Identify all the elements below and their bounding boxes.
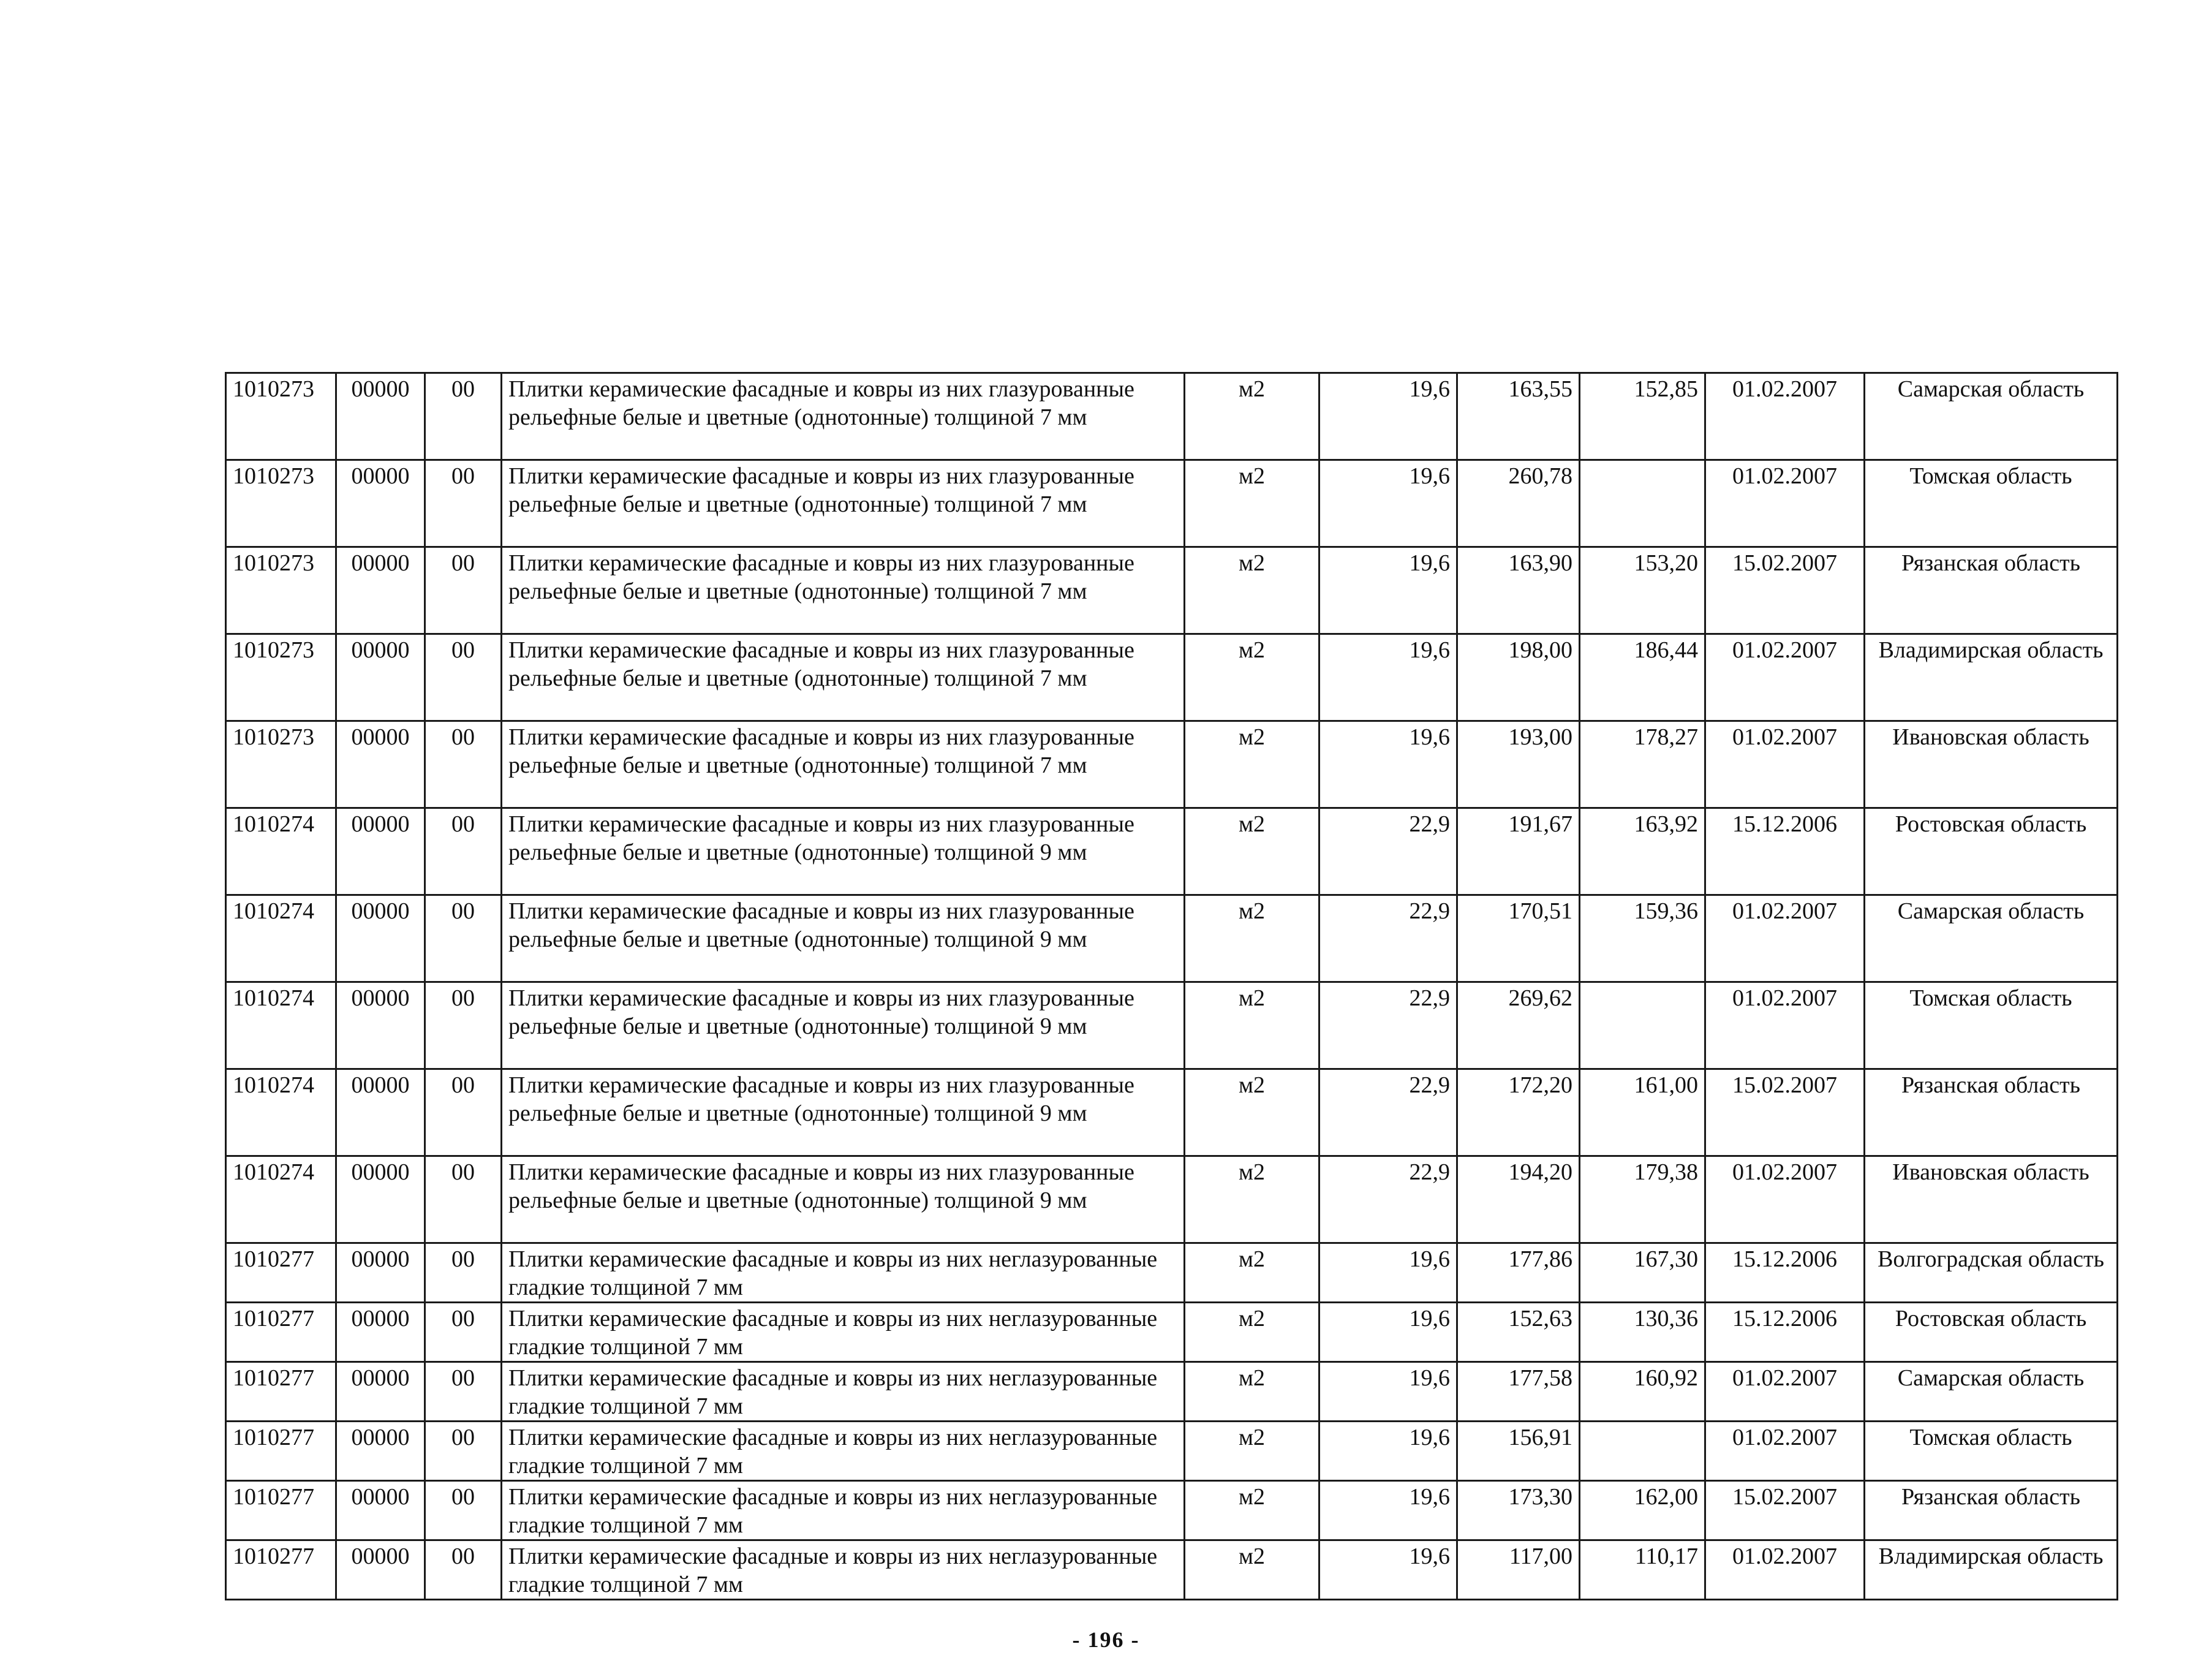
table-row [226,1069,2118,1156]
item-price-2: 186,44 [1580,634,1705,721]
item-unit: м2 [1185,634,1319,721]
item-price-2: 167,30 [1580,1243,1705,1303]
item-unit: м2 [1185,460,1319,547]
item-date: 01.02.2007 [1705,460,1865,547]
item-subcode: 00000 [336,373,425,460]
item-code: 1010277 [226,1243,336,1303]
item-suffix: 00 [425,808,502,895]
item-subcode: 00000 [336,1481,425,1540]
item-suffix: 00 [425,1303,502,1362]
item-unit: м2 [1185,721,1319,808]
item-description: Плитки керамические фасадные и ковры из них глазурованные рельефные белые и цветные (однотонные) толщиной 7 мм [502,721,1185,808]
item-weight: 19,6 [1319,1540,1457,1600]
item-region: Самарская область [1865,895,2118,982]
item-suffix: 00 [425,1422,502,1481]
item-weight: 22,9 [1319,895,1457,982]
table-row [226,1156,2118,1243]
item-price-1: 152,63 [1457,1303,1580,1362]
item-unit: м2 [1185,982,1319,1069]
table-row [226,460,2118,547]
item-weight: 19,6 [1319,634,1457,721]
item-suffix: 00 [425,1481,502,1540]
table-row [226,373,2118,460]
item-date: 01.02.2007 [1705,895,1865,982]
item-suffix: 00 [425,373,502,460]
item-description: Плитки керамические фасадные и ковры из них глазурованные рельефные белые и цветные (однотонные) толщиной 9 мм [502,1156,1185,1243]
item-description: Плитки керамические фасадные и ковры из них неглазурованные гладкие толщиной 7 мм [502,1422,1185,1481]
item-date: 15.02.2007 [1705,1069,1865,1156]
table-row [226,982,2118,1069]
table-row [226,634,2118,721]
item-description: Плитки керамические фасадные и ковры из них глазурованные рельефные белые и цветные (однотонные) толщиной 9 мм [502,982,1185,1069]
item-date: 01.02.2007 [1705,982,1865,1069]
item-subcode: 00000 [336,982,425,1069]
item-price-2: 160,92 [1580,1362,1705,1422]
item-code: 1010273 [226,634,336,721]
item-subcode: 00000 [336,1069,425,1156]
item-description: Плитки керамические фасадные и ковры из них глазурованные рельефные белые и цветные (однотонные) толщиной 7 мм [502,460,1185,547]
page-number: - 196 - [1072,1627,1140,1652]
item-price-2: 163,92 [1580,808,1705,895]
item-date: 15.12.2006 [1705,1243,1865,1303]
item-subcode: 00000 [336,1243,425,1303]
item-date: 01.02.2007 [1705,1540,1865,1600]
item-subcode: 00000 [336,1156,425,1243]
item-description: Плитки керамические фасадные и ковры из них глазурованные рельефные белые и цветные (однотонные) толщиной 7 мм [502,634,1185,721]
table-row [226,547,2118,634]
item-description: Плитки керамические фасадные и ковры из них неглазурованные гладкие толщиной 7 мм [502,1540,1185,1600]
item-date: 01.02.2007 [1705,1156,1865,1243]
item-code: 1010277 [226,1422,336,1481]
item-subcode: 00000 [336,547,425,634]
item-price-2: 130,36 [1580,1303,1705,1362]
item-suffix: 00 [425,460,502,547]
item-description: Плитки керамические фасадные и ковры из них глазурованные рельефные белые и цветные (однотонные) толщиной 7 мм [502,547,1185,634]
item-region: Рязанская область [1865,1069,2118,1156]
item-unit: м2 [1185,1069,1319,1156]
item-date: 01.02.2007 [1705,721,1865,808]
item-price-2: 153,20 [1580,547,1705,634]
item-price-1: 269,62 [1457,982,1580,1069]
item-description: Плитки керамические фасадные и ковры из них глазурованные рельефные белые и цветные (однотонные) толщиной 9 мм [502,1069,1185,1156]
item-unit: м2 [1185,1540,1319,1600]
item-unit: м2 [1185,1481,1319,1540]
table-row [226,721,2118,808]
item-price-1: 260,78 [1457,460,1580,547]
item-suffix: 00 [425,1156,502,1243]
item-price-1: 117,00 [1457,1540,1580,1600]
item-price-1: 177,58 [1457,1362,1580,1422]
item-code: 1010274 [226,895,336,982]
table-body [226,373,2118,1600]
item-code: 1010274 [226,808,336,895]
item-unit: м2 [1185,1303,1319,1362]
table-row [226,1481,2118,1540]
item-description: Плитки керамические фасадные и ковры из них глазурованные рельефные белые и цветные (однотонные) толщиной 9 мм [502,808,1185,895]
table-row [226,1362,2118,1422]
table-row [226,1422,2118,1481]
item-date: 01.02.2007 [1705,634,1865,721]
item-unit: м2 [1185,373,1319,460]
item-code: 1010273 [226,373,336,460]
item-suffix: 00 [425,1362,502,1422]
item-price-1: 156,91 [1457,1422,1580,1481]
item-region: Волгоградская область [1865,1243,2118,1303]
item-weight: 22,9 [1319,808,1457,895]
item-price-1: 172,20 [1457,1069,1580,1156]
item-suffix: 00 [425,1069,502,1156]
item-price-2 [1580,982,1705,1069]
item-suffix: 00 [425,895,502,982]
item-weight: 19,6 [1319,547,1457,634]
item-price-1: 173,30 [1457,1481,1580,1540]
item-description: Плитки керамические фасадные и ковры из них неглазурованные гладкие толщиной 7 мм [502,1243,1185,1303]
item-code: 1010273 [226,547,336,634]
item-suffix: 00 [425,634,502,721]
item-region: Ростовская область [1865,1303,2118,1362]
item-unit: м2 [1185,808,1319,895]
item-code: 1010277 [226,1540,336,1600]
item-unit: м2 [1185,547,1319,634]
item-region: Ивановская область [1865,1156,2118,1243]
item-weight: 19,6 [1319,721,1457,808]
item-price-2 [1580,460,1705,547]
item-price-1: 177,86 [1457,1243,1580,1303]
item-region: Владимирская область [1865,634,2118,721]
item-region: Томская область [1865,460,2118,547]
item-region: Томская область [1865,1422,2118,1481]
item-suffix: 00 [425,721,502,808]
item-subcode: 00000 [336,1303,425,1362]
table-row [226,1303,2118,1362]
item-unit: м2 [1185,895,1319,982]
item-subcode: 00000 [336,721,425,808]
item-price-2: 178,27 [1580,721,1705,808]
table-row [226,1243,2118,1303]
item-unit: м2 [1185,1243,1319,1303]
item-code: 1010277 [226,1481,336,1540]
item-suffix: 00 [425,1540,502,1600]
item-region: Томская область [1865,982,2118,1069]
item-subcode: 00000 [336,1540,425,1600]
item-weight: 22,9 [1319,1156,1457,1243]
item-price-1: 163,90 [1457,547,1580,634]
item-region: Ивановская область [1865,721,2118,808]
item-unit: м2 [1185,1156,1319,1243]
item-weight: 22,9 [1319,982,1457,1069]
item-region: Рязанская область [1865,547,2118,634]
item-date: 15.02.2007 [1705,1481,1865,1540]
item-weight: 19,6 [1319,1362,1457,1422]
item-code: 1010274 [226,1069,336,1156]
item-subcode: 00000 [336,1362,425,1422]
item-unit: м2 [1185,1362,1319,1422]
item-weight: 19,6 [1319,373,1457,460]
item-code: 1010277 [226,1362,336,1422]
item-region: Самарская область [1865,373,2118,460]
item-date: 15.02.2007 [1705,547,1865,634]
table-row [226,808,2118,895]
item-price-1: 170,51 [1457,895,1580,982]
item-subcode: 00000 [336,895,425,982]
item-description: Плитки керамические фасадные и ковры из них глазурованные рельефные белые и цветные (однотонные) толщиной 9 мм [502,895,1185,982]
item-price-1: 193,00 [1457,721,1580,808]
item-weight: 19,6 [1319,1303,1457,1362]
item-price-1: 198,00 [1457,634,1580,721]
item-weight: 19,6 [1319,1481,1457,1540]
item-weight: 19,6 [1319,1422,1457,1481]
table-row [226,1540,2118,1600]
item-description: Плитки керамические фасадные и ковры из них неглазурованные гладкие толщиной 7 мм [502,1362,1185,1422]
item-region: Самарская область [1865,1362,2118,1422]
item-price-2 [1580,1422,1705,1481]
item-region: Владимирская область [1865,1540,2118,1600]
item-date: 15.12.2006 [1705,1303,1865,1362]
item-weight: 19,6 [1319,460,1457,547]
item-subcode: 00000 [336,634,425,721]
item-price-1: 163,55 [1457,373,1580,460]
item-suffix: 00 [425,547,502,634]
item-price-1: 191,67 [1457,808,1580,895]
item-date: 01.02.2007 [1705,373,1865,460]
item-suffix: 00 [425,1243,502,1303]
item-code: 1010274 [226,982,336,1069]
item-description: Плитки керамические фасадные и ковры из них неглазурованные гладкие толщиной 7 мм [502,1303,1185,1362]
item-price-1: 194,20 [1457,1156,1580,1243]
item-date: 01.02.2007 [1705,1422,1865,1481]
item-code: 1010273 [226,460,336,547]
item-date: 15.12.2006 [1705,808,1865,895]
item-suffix: 00 [425,982,502,1069]
item-code: 1010274 [226,1156,336,1243]
price-table [225,372,2118,1600]
item-subcode: 00000 [336,460,425,547]
item-price-2: 162,00 [1580,1481,1705,1540]
item-price-2: 110,17 [1580,1540,1705,1600]
item-unit: м2 [1185,1422,1319,1481]
table-row [226,895,2118,982]
item-description: Плитки керамические фасадные и ковры из них неглазурованные гладкие толщиной 7 мм [502,1481,1185,1540]
item-price-2: 161,00 [1580,1069,1705,1156]
item-price-2: 152,85 [1580,373,1705,460]
item-weight: 22,9 [1319,1069,1457,1156]
item-region: Ростовская область [1865,808,2118,895]
item-code: 1010273 [226,721,336,808]
item-price-2: 159,36 [1580,895,1705,982]
item-date: 01.02.2007 [1705,1362,1865,1422]
item-code: 1010277 [226,1303,336,1362]
item-weight: 19,6 [1319,1243,1457,1303]
item-description: Плитки керамические фасадные и ковры из них глазурованные рельефные белые и цветные (однотонные) толщиной 7 мм [502,373,1185,460]
item-price-2: 179,38 [1580,1156,1705,1243]
item-subcode: 00000 [336,1422,425,1481]
item-region: Рязанская область [1865,1481,2118,1540]
item-subcode: 00000 [336,808,425,895]
